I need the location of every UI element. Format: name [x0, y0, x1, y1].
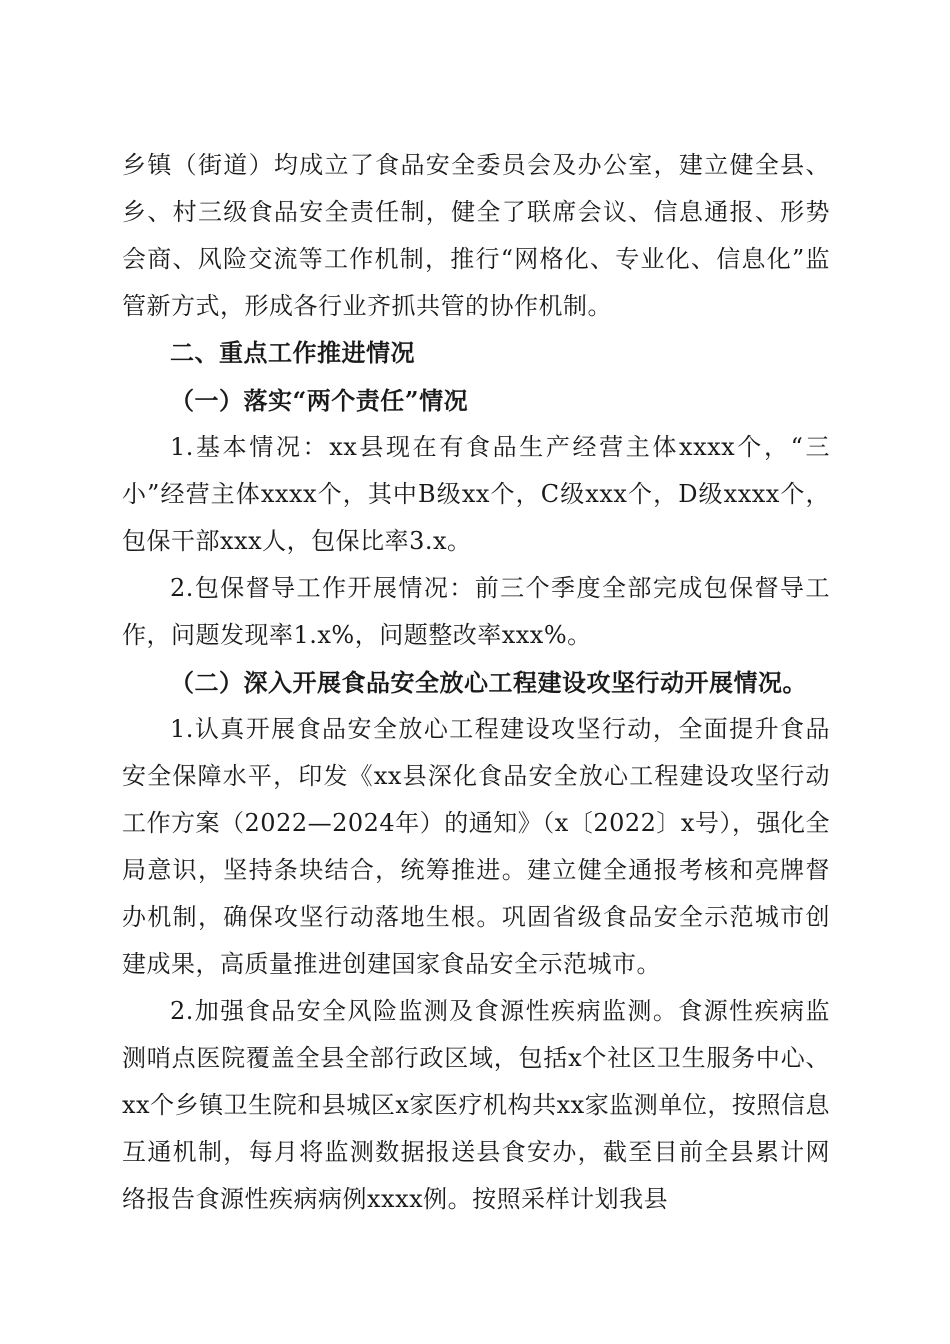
- document-body: [122, 142, 830, 1223]
- section-heading-key-work: 二、重点工作推进情况: [170, 339, 415, 367]
- paragraph-intro-continuation: 乡镇（街道）均成立了食品安全委员会及办公室，建立健全县、乡、村三级食品安全责任制，健全了联席会议、信息通报、形势会商、风险交流等工作机制，推行“网格化、专业化、信息化”监管新方式，形成各行业齐抓共管的协作机制。: [122, 151, 830, 320]
- subsection-heading-two-responsibilities: （一）落实“两个责任”情况: [170, 386, 469, 415]
- subsection-heading-assurance-project: （二）深入开展食品安全放心工程建设攻坚行动开展情况。: [170, 668, 807, 697]
- paragraph-basic-situation: 1.基本情况：xx县现在有食品生产经营主体xxxx个，“三小”经营主体xxxx个，其中B级xx个，C级xxx个，D级xxxx个，包保干部xxx人，包保比率3.x。: [122, 433, 830, 555]
- paragraph-assurance-action: 1.认真开展食品安全放心工程建设攻坚行动，全面提升食品安全保障水平，印发《xx县深化食品安全放心工程建设攻坚行动工作方案（2022—2024年）的通知》（x〔2022〕x号），强化全局意识，坚持条块结合，统筹推进。建立健全通报考核和亮牌督办机制，确保攻坚行动落地生根。巩固省级食品安全示范城市创建成果，高质量推进创建国家食品安全示范城市。: [122, 715, 830, 978]
- paragraph-supervision-progress: 2.包保督导工作开展情况：前三个季度全部完成包保督导工作，问题发现率1.x%，问题整改率xxx%。: [122, 574, 830, 649]
- paragraph-risk-monitoring: 2.加强食品安全风险监测及食源性疾病监测。食源性疾病监测哨点医院覆盖全县全部行政区域，包括x个社区卫生服务中心、xx个乡镇卫生院和县城区x家医疗机构共xx家监测单位，按照信息互通机制，每月将监测数据报送县食安办，截至目前全县累计网络报告食源性疾病病例xxxx例。按照采样计划我县: [122, 997, 830, 1213]
